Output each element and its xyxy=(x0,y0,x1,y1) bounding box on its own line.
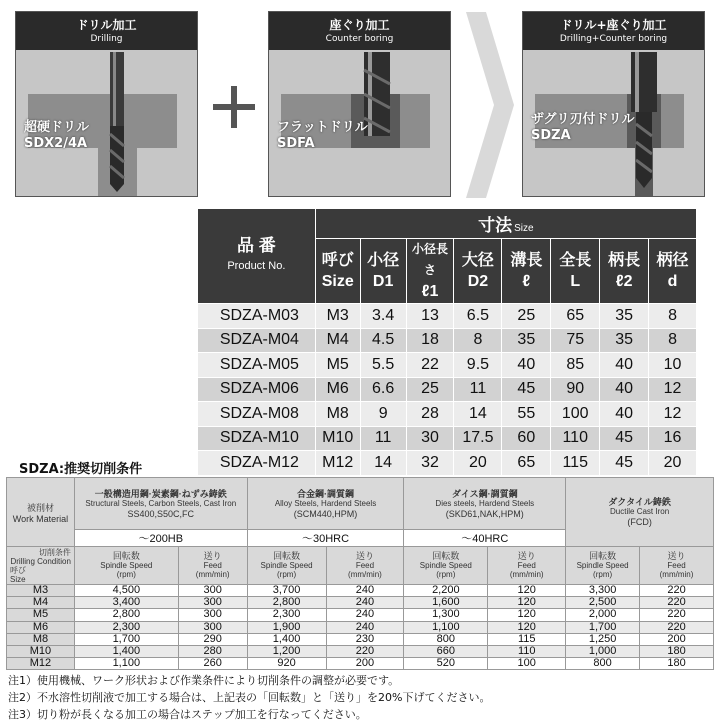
product-number-cell: SDZA-M06 xyxy=(198,377,316,402)
condition-cell: 1,600 xyxy=(404,597,488,609)
condition-cell: 115 xyxy=(488,633,566,645)
table-row xyxy=(198,451,697,476)
work-material-header: 被削材 Work Material xyxy=(7,478,75,547)
size-cell: 90 xyxy=(551,377,600,402)
condition-cell: 3,400 xyxy=(74,597,178,609)
size-cell: M6 xyxy=(7,621,75,633)
condition-cell: 1,300 xyxy=(404,609,488,621)
tag-name: 超硬ドリル xyxy=(24,120,90,135)
table-row xyxy=(198,377,697,402)
condition-cell: 280 xyxy=(178,645,247,657)
size-cell: 110 xyxy=(551,426,600,451)
size-cell: M8 xyxy=(7,633,75,645)
material-header: ダイス鋼·調質鋼 Dies steels, Hardend Steels (SKD61,NAK,HPM) xyxy=(404,478,566,530)
condition-cell: 220 xyxy=(640,597,714,609)
condition-cell: 120 xyxy=(488,621,566,633)
size-cell: 9.5 xyxy=(454,353,502,378)
panel-body xyxy=(16,50,197,196)
condition-cell: 1,700 xyxy=(566,621,640,633)
condition-cell: 1,250 xyxy=(566,633,640,645)
material-header: 合金鋼·調質鋼 Alloy Steels, Hardend Steels (SCM440,HPM) xyxy=(247,478,404,530)
panel-tag xyxy=(24,120,174,152)
size-cell: M5 xyxy=(7,609,75,621)
table-row xyxy=(7,645,714,657)
condition-cell: 1,400 xyxy=(247,633,326,645)
size-cell: 8 xyxy=(649,328,697,353)
condition-cell: 120 xyxy=(488,585,566,597)
condition-cell: 1,900 xyxy=(247,621,326,633)
panel-drilling xyxy=(15,11,198,197)
panel-header xyxy=(523,12,704,50)
size-header: 寸法 Size xyxy=(315,209,696,239)
table-row xyxy=(7,597,714,609)
size-cell: 6.6 xyxy=(360,377,406,402)
condition-cell: 300 xyxy=(178,609,247,621)
size-cell: 5.5 xyxy=(360,353,406,378)
size-cell: 9 xyxy=(360,402,406,427)
size-cell: M4 xyxy=(315,328,360,353)
condition-cell: 800 xyxy=(566,658,640,670)
size-cell: 32 xyxy=(406,451,454,476)
condition-cell: 800 xyxy=(404,633,488,645)
size-cell: 40 xyxy=(600,377,649,402)
size-condition-header: 切削条件 Drilling Condition 呼び Size xyxy=(7,547,75,585)
size-cell: 22 xyxy=(406,353,454,378)
panel-tag xyxy=(531,112,681,144)
hardness-label: ～40HRC xyxy=(404,530,566,547)
size-cell: 16 xyxy=(649,426,697,451)
size-cell: 10 xyxy=(649,353,697,378)
size-cell: 45 xyxy=(600,451,649,476)
product-number-cell: SDZA-M10 xyxy=(198,426,316,451)
size-cell: 8 xyxy=(454,328,502,353)
panel-tag xyxy=(277,120,427,152)
note-3: 注3）切り粉が長くなる加工の場合はステップ加工を行なってください。 xyxy=(8,708,367,720)
tag-name: フラットドリル xyxy=(277,120,368,135)
column-header: 大径 D2 xyxy=(454,239,502,304)
product-table xyxy=(197,208,697,476)
panel-drilling-counterboring xyxy=(522,11,705,197)
table-row xyxy=(198,426,697,451)
table-row xyxy=(7,621,714,633)
size-cell: 65 xyxy=(551,304,600,329)
column-header: 小径 D1 xyxy=(360,239,406,304)
size-cell: 40 xyxy=(600,353,649,378)
column-header: 呼び Size xyxy=(315,239,360,304)
arrow-right-icon xyxy=(466,12,516,198)
spindle-speed-header: 回転数 Spindle Speed (rpm) xyxy=(404,547,488,585)
size-cell: 28 xyxy=(406,402,454,427)
cutting-title: SDZA:推奨切削条件 xyxy=(19,462,143,477)
panel-title-en: Counter boring xyxy=(325,34,394,44)
column-header: 溝長 ℓ xyxy=(502,239,551,304)
size-cell: 40 xyxy=(600,402,649,427)
table-row xyxy=(7,585,714,597)
size-cell: 11 xyxy=(454,377,502,402)
material-header: 一般構造用鋼·炭素鋼·ねずみ鋳鉄 Structural Steels, Carbon Steels, Cast Iron SS400,S50C,FC xyxy=(74,478,247,530)
column-header: 小径長さ ℓ1 xyxy=(406,239,454,304)
table-row xyxy=(198,304,697,329)
condition-cell: 110 xyxy=(488,645,566,657)
size-cell: M3 xyxy=(315,304,360,329)
condition-cell: 220 xyxy=(326,645,404,657)
condition-cell: 1,400 xyxy=(74,645,178,657)
table-row xyxy=(198,328,697,353)
condition-cell: 1,100 xyxy=(74,658,178,670)
size-cell: 45 xyxy=(502,377,551,402)
size-cell: 65 xyxy=(502,451,551,476)
condition-cell: 100 xyxy=(488,658,566,670)
tag-code: SDX2/4A xyxy=(24,136,88,151)
condition-cell: 2,500 xyxy=(566,597,640,609)
size-cell: 11 xyxy=(360,426,406,451)
note-1: 注1）使用機械、ワーク形状および作業条件により切削条件の調整が必要です。 xyxy=(8,674,400,687)
condition-cell: 4,500 xyxy=(74,585,178,597)
size-cell: 60 xyxy=(502,426,551,451)
size-cell: 100 xyxy=(551,402,600,427)
hardness-label: ～30HRC xyxy=(247,530,404,547)
condition-cell: 240 xyxy=(326,597,404,609)
material-header: ダクタイル鋳鉄 Ductile Cast Iron (FCD) xyxy=(566,478,714,547)
panel-body xyxy=(523,50,704,196)
condition-cell: 220 xyxy=(640,621,714,633)
size-cell: 25 xyxy=(406,377,454,402)
size-cell: M10 xyxy=(315,426,360,451)
condition-cell: 660 xyxy=(404,645,488,657)
size-cell: M12 xyxy=(315,451,360,476)
size-cell: M4 xyxy=(7,597,75,609)
feed-header: 送り Feed (mm/min) xyxy=(488,547,566,585)
product-number-cell: SDZA-M05 xyxy=(198,353,316,378)
panel-title-jp: 座ぐり加工 xyxy=(329,18,390,32)
spindle-speed-header: 回転数 Spindle Speed (rpm) xyxy=(566,547,640,585)
size-cell: 35 xyxy=(600,328,649,353)
column-header: 全長 L xyxy=(551,239,600,304)
cutting-conditions-table xyxy=(6,477,714,670)
condition-cell: 2,300 xyxy=(247,609,326,621)
size-cell: 17.5 xyxy=(454,426,502,451)
condition-cell: 180 xyxy=(640,645,714,657)
condition-cell: 230 xyxy=(326,633,404,645)
size-cell: 14 xyxy=(454,402,502,427)
size-cell: 4.5 xyxy=(360,328,406,353)
size-cell: 85 xyxy=(551,353,600,378)
panel-title-en: Drilling xyxy=(90,34,123,44)
note-2: 注2）不水溶性切削液で加工する場合は、上記表の「回転数」と「送り」を20%下げてください。 xyxy=(8,691,491,704)
condition-cell: 2,000 xyxy=(566,609,640,621)
condition-cell: 1,200 xyxy=(247,645,326,657)
size-cell: 12 xyxy=(649,402,697,427)
feed-header: 送り Feed (mm/min) xyxy=(326,547,404,585)
panel-body xyxy=(269,50,450,196)
panel-title-jp: ドリル+座ぐり加工 xyxy=(560,18,667,32)
size-cell: M3 xyxy=(7,585,75,597)
size-cell: 8 xyxy=(649,304,697,329)
table-row xyxy=(7,658,714,670)
spindle-speed-header: 回転数 Spindle Speed (rpm) xyxy=(74,547,178,585)
size-cell: M8 xyxy=(315,402,360,427)
spindle-speed-header: 回転数 Spindle Speed (rpm) xyxy=(247,547,326,585)
size-cell: 14 xyxy=(360,451,406,476)
condition-cell: 290 xyxy=(178,633,247,645)
tag-code: SDZA xyxy=(531,128,571,143)
tag-code: SDFA xyxy=(277,136,315,151)
condition-cell: 120 xyxy=(488,597,566,609)
size-cell: 25 xyxy=(502,304,551,329)
condition-cell: 240 xyxy=(326,609,404,621)
table-row xyxy=(198,353,697,378)
condition-cell: 300 xyxy=(178,597,247,609)
table-row xyxy=(7,609,714,621)
product-number-header: 品 番 Product No. xyxy=(198,209,316,304)
panel-header xyxy=(16,12,197,50)
size-cell: 20 xyxy=(454,451,502,476)
size-cell: 55 xyxy=(502,402,551,427)
panel-counterboring xyxy=(268,11,451,197)
condition-cell: 300 xyxy=(178,621,247,633)
condition-cell: 2,800 xyxy=(247,597,326,609)
size-cell: 115 xyxy=(551,451,600,476)
product-number-cell: SDZA-M03 xyxy=(198,304,316,329)
condition-cell: 1,700 xyxy=(74,633,178,645)
size-cell: 30 xyxy=(406,426,454,451)
condition-cell: 1,000 xyxy=(566,645,640,657)
size-cell: 75 xyxy=(551,328,600,353)
size-cell: 6.5 xyxy=(454,304,502,329)
size-cell: M5 xyxy=(315,353,360,378)
product-number-cell: SDZA-M08 xyxy=(198,402,316,427)
product-number-cell: SDZA-M12 xyxy=(198,451,316,476)
size-cell: M12 xyxy=(7,658,75,670)
condition-cell: 240 xyxy=(326,585,404,597)
size-cell: 45 xyxy=(600,426,649,451)
product-number-cell: SDZA-M04 xyxy=(198,328,316,353)
table-row xyxy=(198,402,697,427)
condition-cell: 520 xyxy=(404,658,488,670)
size-cell: 35 xyxy=(600,304,649,329)
condition-cell: 260 xyxy=(178,658,247,670)
condition-cell: 240 xyxy=(326,621,404,633)
condition-cell: 300 xyxy=(178,585,247,597)
condition-cell: 220 xyxy=(640,585,714,597)
condition-cell: 3,700 xyxy=(247,585,326,597)
column-header: 柄長 ℓ2 xyxy=(600,239,649,304)
column-header: 柄径 d xyxy=(649,239,697,304)
size-cell: 20 xyxy=(649,451,697,476)
size-cell: 12 xyxy=(649,377,697,402)
size-cell: M10 xyxy=(7,645,75,657)
tag-name: ザグリ刃付ドリル xyxy=(531,112,635,127)
feed-header: 送り Feed (mm/min) xyxy=(640,547,714,585)
size-cell: 40 xyxy=(502,353,551,378)
condition-cell: 180 xyxy=(640,658,714,670)
condition-cell: 200 xyxy=(640,633,714,645)
condition-cell: 2,200 xyxy=(404,585,488,597)
condition-cell: 200 xyxy=(326,658,404,670)
hardness-label: ～200HB xyxy=(74,530,247,547)
condition-cell: 220 xyxy=(640,609,714,621)
size-cell: 3.4 xyxy=(360,304,406,329)
panel-title-en: Drilling+Counter boring xyxy=(559,34,668,44)
condition-cell: 3,300 xyxy=(566,585,640,597)
condition-cell: 120 xyxy=(488,609,566,621)
condition-cell: 920 xyxy=(247,658,326,670)
size-cell: M6 xyxy=(315,377,360,402)
size-cell: 13 xyxy=(406,304,454,329)
panel-header xyxy=(269,12,450,50)
size-cell: 35 xyxy=(502,328,551,353)
condition-cell: 2,800 xyxy=(74,609,178,621)
feed-header: 送り Feed (mm/min) xyxy=(178,547,247,585)
condition-cell: 2,300 xyxy=(74,621,178,633)
panel-title-jp: ドリル加工 xyxy=(76,18,137,32)
size-cell: 18 xyxy=(406,328,454,353)
table-row xyxy=(7,633,714,645)
condition-cell: 1,100 xyxy=(404,621,488,633)
